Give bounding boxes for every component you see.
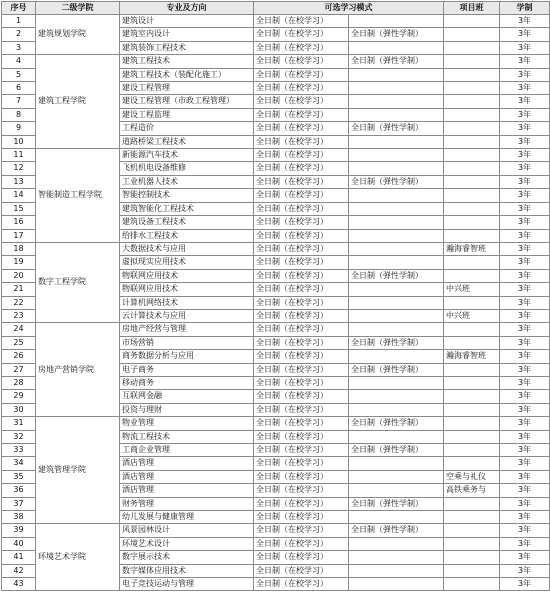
project-class: [444, 457, 500, 470]
study-mode-fulltime: 全日制（在校学习）: [254, 376, 349, 389]
row-number: 16: [2, 216, 36, 229]
row-number: 37: [2, 497, 36, 510]
project-class: [444, 444, 500, 457]
row-number: 43: [2, 578, 36, 591]
study-length: 3年: [500, 524, 550, 537]
study-mode-flexible: [349, 216, 444, 229]
table-row: [2, 323, 550, 336]
major-name: 物业管理: [120, 417, 254, 430]
study-length: 3年: [500, 202, 550, 215]
study-length: 3年: [500, 256, 550, 269]
project-class: [444, 537, 500, 550]
row-number: 12: [2, 162, 36, 175]
study-mode-fulltime: 全日制（在校学习）: [254, 28, 349, 41]
study-length: 3年: [500, 283, 550, 296]
row-number: 3: [2, 41, 36, 54]
study-mode-fulltime: 全日制（在校学习）: [254, 497, 349, 510]
project-class: [444, 511, 500, 524]
study-length: 3年: [500, 578, 550, 591]
project-class: [444, 323, 500, 336]
table-row: [2, 524, 550, 537]
row-number: 21: [2, 283, 36, 296]
row-number: 31: [2, 417, 36, 430]
study-mode-fulltime: 全日制（在校学习）: [254, 216, 349, 229]
project-class: [444, 524, 500, 537]
study-mode-fulltime: 全日制（在校学习）: [254, 323, 349, 336]
study-length: 3年: [500, 122, 550, 135]
study-mode-fulltime: 全日制（在校学习）: [254, 350, 349, 363]
row-number: 8: [2, 108, 36, 121]
school-name: 房地产营销学院: [36, 323, 120, 417]
study-mode-fulltime: 全日制（在校学习）: [254, 283, 349, 296]
project-class: [444, 122, 500, 135]
row-number: 22: [2, 296, 36, 309]
row-number: 28: [2, 376, 36, 389]
study-mode-fulltime: 全日制（在校学习）: [254, 363, 349, 376]
study-mode-fulltime: 全日制（在校学习）: [254, 41, 349, 54]
row-number: 40: [2, 537, 36, 550]
study-length: 3年: [500, 403, 550, 416]
table-row: [2, 417, 550, 430]
study-length: 3年: [500, 269, 550, 282]
study-mode-fulltime: 全日制（在校学习）: [254, 269, 349, 282]
study-mode-fulltime: 全日制（在校学习）: [254, 15, 349, 28]
project-class: [444, 202, 500, 215]
project-class: 空乘与礼仪: [444, 470, 500, 483]
row-number: 9: [2, 122, 36, 135]
study-mode-flexible: 全日制（弹性学制）: [349, 269, 444, 282]
study-length: 3年: [500, 309, 550, 322]
row-number: 27: [2, 363, 36, 376]
table-row: [2, 242, 550, 255]
major-name: 给排水工程技术: [120, 229, 254, 242]
study-mode-fulltime: 全日制（在校学习）: [254, 55, 349, 68]
major-name: 建筑智能化工程技术: [120, 202, 254, 215]
project-class: 中兴班: [444, 309, 500, 322]
study-mode-fulltime: 全日制（在校学习）: [254, 457, 349, 470]
study-mode-flexible: [349, 309, 444, 322]
row-number: 38: [2, 511, 36, 524]
study-mode-fulltime: 全日制（在校学习）: [254, 430, 349, 443]
study-length: 3年: [500, 484, 550, 497]
project-class: [444, 363, 500, 376]
row-number: 10: [2, 135, 36, 148]
study-mode-flexible: [349, 323, 444, 336]
major-name: 财务管理: [120, 497, 254, 510]
study-mode-fulltime: 全日制（在校学习）: [254, 135, 349, 148]
study-mode-fulltime: 全日制（在校学习）: [254, 470, 349, 483]
project-class: [444, 82, 500, 95]
row-number: 24: [2, 323, 36, 336]
project-class: [444, 162, 500, 175]
row-number: 18: [2, 242, 36, 255]
study-mode-fulltime: 全日制（在校学习）: [254, 149, 349, 162]
study-mode-fulltime: 全日制（在校学习）: [254, 403, 349, 416]
study-mode-fulltime: 全日制（在校学习）: [254, 95, 349, 108]
study-length: 3年: [500, 417, 550, 430]
study-mode-flexible: [349, 149, 444, 162]
study-length: 3年: [500, 323, 550, 336]
study-length: 3年: [500, 444, 550, 457]
study-length: 3年: [500, 551, 550, 564]
header-school: 二级学院: [36, 2, 120, 15]
header-mode: 可选学习模式: [254, 2, 444, 15]
major-name: 数字媒体应用技术: [120, 564, 254, 577]
project-class: [444, 578, 500, 591]
study-mode-flexible: 全日制（弹性学制）: [349, 336, 444, 349]
study-mode-fulltime: 全日制（在校学习）: [254, 444, 349, 457]
project-class: [444, 95, 500, 108]
study-mode-flexible: 全日制（弹性学制）: [349, 55, 444, 68]
study-mode-fulltime: 全日制（在校学习）: [254, 578, 349, 591]
study-length: 3年: [500, 135, 550, 148]
major-name: 虚拟现实应用技术: [120, 256, 254, 269]
study-mode-flexible: 全日制（弹性学制）: [349, 363, 444, 376]
major-name: 建筑室内设计: [120, 28, 254, 41]
study-mode-flexible: 全日制（弹性学制）: [349, 417, 444, 430]
study-length: 3年: [500, 149, 550, 162]
project-class: [444, 135, 500, 148]
project-class: [444, 229, 500, 242]
major-name: 风景园林设计: [120, 524, 254, 537]
project-class: 中兴班: [444, 283, 500, 296]
school-name: 环境艺术学院: [36, 524, 120, 591]
study-mode-flexible: [349, 350, 444, 363]
row-number: 41: [2, 551, 36, 564]
row-number: 15: [2, 202, 36, 215]
majors-table: [1, 1, 550, 591]
study-length: 3年: [500, 55, 550, 68]
study-mode-fulltime: 全日制（在校学习）: [254, 256, 349, 269]
project-class: [444, 417, 500, 430]
major-name: 房地产经营与管理: [120, 323, 254, 336]
major-name: 酒店管理: [120, 470, 254, 483]
study-mode-fulltime: 全日制（在校学习）: [254, 524, 349, 537]
school-name: 建筑规划学院: [36, 15, 120, 55]
row-number: 39: [2, 524, 36, 537]
study-length: 3年: [500, 242, 550, 255]
project-class: [444, 28, 500, 41]
header-major: 专业及方向: [120, 2, 254, 15]
study-length: 3年: [500, 28, 550, 41]
project-class: [444, 175, 500, 188]
study-mode-flexible: [349, 135, 444, 148]
study-length: 3年: [500, 41, 550, 54]
study-mode-flexible: [349, 390, 444, 403]
row-number: 5: [2, 68, 36, 81]
project-class: [444, 216, 500, 229]
study-length: 3年: [500, 229, 550, 242]
major-name: 环境艺术设计: [120, 537, 254, 550]
project-class: [444, 269, 500, 282]
study-mode-fulltime: 全日制（在校学习）: [254, 175, 349, 188]
study-mode-fulltime: 全日制（在校学习）: [254, 162, 349, 175]
major-name: 建筑设计: [120, 15, 254, 28]
project-class: [444, 336, 500, 349]
major-name: 工商企业管理: [120, 444, 254, 457]
major-name: 物流工程技术: [120, 430, 254, 443]
row-number: 17: [2, 229, 36, 242]
row-number: 13: [2, 175, 36, 188]
major-name: 电子竞技运动与管理: [120, 578, 254, 591]
header-length: 学制: [500, 2, 550, 15]
table-row: [2, 55, 550, 68]
header-class: 项目班: [444, 2, 500, 15]
table-row: [2, 149, 550, 162]
study-mode-fulltime: 全日制（在校学习）: [254, 551, 349, 564]
project-class: [444, 403, 500, 416]
study-length: 3年: [500, 15, 550, 28]
study-mode-fulltime: 全日制（在校学习）: [254, 390, 349, 403]
study-mode-flexible: [349, 470, 444, 483]
study-mode-flexible: [349, 82, 444, 95]
project-class: [444, 68, 500, 81]
study-mode-fulltime: 全日制（在校学习）: [254, 229, 349, 242]
row-number: 4: [2, 55, 36, 68]
study-mode-fulltime: 全日制（在校学习）: [254, 202, 349, 215]
study-mode-flexible: [349, 202, 444, 215]
major-name: 投资与理财: [120, 403, 254, 416]
study-length: 3年: [500, 350, 550, 363]
table-row: [2, 15, 550, 28]
study-mode-flexible: 全日制（弹性学制）: [349, 497, 444, 510]
study-mode-flexible: [349, 537, 444, 550]
study-mode-fulltime: 全日制（在校学习）: [254, 309, 349, 322]
study-mode-flexible: [349, 229, 444, 242]
table-body: [2, 15, 550, 591]
project-class: [444, 497, 500, 510]
school-name: 建筑工程学院: [36, 55, 120, 149]
major-name: 建设工程监理: [120, 108, 254, 121]
row-number: 29: [2, 390, 36, 403]
major-name: 建设工程管理: [120, 82, 254, 95]
major-name: 计算机网络技术: [120, 296, 254, 309]
study-length: 3年: [500, 537, 550, 550]
major-name: 新能源汽车技术: [120, 149, 254, 162]
study-length: 3年: [500, 216, 550, 229]
study-mode-flexible: 全日制（弹性学制）: [349, 175, 444, 188]
row-number: 6: [2, 82, 36, 95]
project-class: [444, 390, 500, 403]
study-length: 3年: [500, 511, 550, 524]
study-mode-flexible: [349, 296, 444, 309]
study-length: 3年: [500, 390, 550, 403]
project-class: [444, 430, 500, 443]
study-length: 3年: [500, 564, 550, 577]
study-length: 3年: [500, 336, 550, 349]
study-mode-fulltime: 全日制（在校学习）: [254, 564, 349, 577]
study-mode-flexible: [349, 403, 444, 416]
study-mode-flexible: [349, 430, 444, 443]
row-number: 11: [2, 149, 36, 162]
major-name: 道路桥梁工程技术: [120, 135, 254, 148]
project-class: [444, 149, 500, 162]
study-mode-flexible: [349, 283, 444, 296]
project-class: [444, 108, 500, 121]
major-name: 互联网金融: [120, 390, 254, 403]
study-length: 3年: [500, 82, 550, 95]
major-name: 建筑工程技术（装配化施工）: [120, 68, 254, 81]
major-name: 酒店管理: [120, 457, 254, 470]
major-name: 物联网应用技术: [120, 269, 254, 282]
project-class: [444, 15, 500, 28]
row-number: 34: [2, 457, 36, 470]
row-number: 1: [2, 15, 36, 28]
header-num: 序号: [2, 2, 36, 15]
study-length: 3年: [500, 68, 550, 81]
project-class: [444, 376, 500, 389]
major-name: 数字展示技术: [120, 551, 254, 564]
project-class: [444, 296, 500, 309]
study-mode-flexible: 全日制（弹性学制）: [349, 444, 444, 457]
study-mode-flexible: [349, 256, 444, 269]
project-class: [444, 189, 500, 202]
study-mode-flexible: [349, 242, 444, 255]
study-length: 3年: [500, 296, 550, 309]
row-number: 33: [2, 444, 36, 457]
project-class: [444, 564, 500, 577]
row-number: 23: [2, 309, 36, 322]
major-name: 建筑装饰工程技术: [120, 41, 254, 54]
project-class: 高铁乘务与: [444, 484, 500, 497]
study-length: 3年: [500, 376, 550, 389]
study-mode-fulltime: 全日制（在校学习）: [254, 108, 349, 121]
major-name: 工程造价: [120, 122, 254, 135]
study-length: 3年: [500, 95, 550, 108]
row-number: 30: [2, 403, 36, 416]
major-name: 云计算技术与应用: [120, 309, 254, 322]
study-mode-fulltime: 全日制（在校学习）: [254, 511, 349, 524]
study-mode-flexible: [349, 41, 444, 54]
row-number: 26: [2, 350, 36, 363]
study-mode-flexible: [349, 551, 444, 564]
study-mode-fulltime: 全日制（在校学习）: [254, 242, 349, 255]
study-length: 3年: [500, 189, 550, 202]
study-mode-fulltime: 全日制（在校学习）: [254, 537, 349, 550]
study-mode-flexible: 全日制（弹性学制）: [349, 122, 444, 135]
row-number: 32: [2, 430, 36, 443]
study-mode-flexible: [349, 189, 444, 202]
major-name: 大数据技术与应用: [120, 242, 254, 255]
study-mode-flexible: [349, 457, 444, 470]
study-mode-fulltime: 全日制（在校学习）: [254, 82, 349, 95]
study-mode-flexible: [349, 68, 444, 81]
header-row: [2, 2, 550, 15]
row-number: 36: [2, 484, 36, 497]
major-name: 物联网应用技术: [120, 283, 254, 296]
major-name: 市场营销: [120, 336, 254, 349]
study-mode-flexible: 全日制（弹性学制）: [349, 28, 444, 41]
project-class: 瀚海睿智班: [444, 242, 500, 255]
study-mode-fulltime: 全日制（在校学习）: [254, 484, 349, 497]
study-length: 3年: [500, 162, 550, 175]
study-mode-flexible: [349, 162, 444, 175]
school-name: 数字工程学院: [36, 242, 120, 322]
study-length: 3年: [500, 457, 550, 470]
study-length: 3年: [500, 363, 550, 376]
study-mode-flexible: [349, 376, 444, 389]
study-mode-fulltime: 全日制（在校学习）: [254, 189, 349, 202]
row-number: 19: [2, 256, 36, 269]
row-number: 20: [2, 269, 36, 282]
major-name: 建筑设备工程技术: [120, 216, 254, 229]
major-name: 建筑工程技术: [120, 55, 254, 68]
project-class: [444, 551, 500, 564]
study-length: 3年: [500, 497, 550, 510]
study-mode-flexible: [349, 484, 444, 497]
study-length: 3年: [500, 108, 550, 121]
school-name: 建筑管理学院: [36, 417, 120, 524]
major-name: 电子商务: [120, 363, 254, 376]
project-class: [444, 41, 500, 54]
study-mode-flexible: [349, 95, 444, 108]
study-length: 3年: [500, 470, 550, 483]
study-mode-fulltime: 全日制（在校学习）: [254, 68, 349, 81]
row-number: 2: [2, 28, 36, 41]
major-name: 智能控制技术: [120, 189, 254, 202]
study-mode-flexible: [349, 578, 444, 591]
major-name: 工业机器人技术: [120, 175, 254, 188]
major-name: 飞机机电设备维修: [120, 162, 254, 175]
major-name: 建设工程管理（市政工程管理）: [120, 95, 254, 108]
row-number: 7: [2, 95, 36, 108]
study-mode-fulltime: 全日制（在校学习）: [254, 336, 349, 349]
project-class: [444, 55, 500, 68]
study-mode-flexible: [349, 564, 444, 577]
study-mode-fulltime: 全日制（在校学习）: [254, 417, 349, 430]
major-name: 移动商务: [120, 376, 254, 389]
study-mode-flexible: [349, 108, 444, 121]
study-mode-flexible: 全日制（弹性学制）: [349, 524, 444, 537]
study-length: 3年: [500, 175, 550, 188]
school-name: 智能制造工程学院: [36, 149, 120, 243]
row-number: 25: [2, 336, 36, 349]
project-class: [444, 256, 500, 269]
row-number: 14: [2, 189, 36, 202]
row-number: 42: [2, 564, 36, 577]
study-mode-flexible: [349, 15, 444, 28]
row-number: 35: [2, 470, 36, 483]
study-mode-fulltime: 全日制（在校学习）: [254, 296, 349, 309]
study-mode-flexible: [349, 511, 444, 524]
study-length: 3年: [500, 430, 550, 443]
major-name: 幼儿发展与健康管理: [120, 511, 254, 524]
study-mode-fulltime: 全日制（在校学习）: [254, 122, 349, 135]
major-name: 商务数据分析与应用: [120, 350, 254, 363]
major-name: 酒店管理: [120, 484, 254, 497]
project-class: 瀚海睿智班: [444, 350, 500, 363]
